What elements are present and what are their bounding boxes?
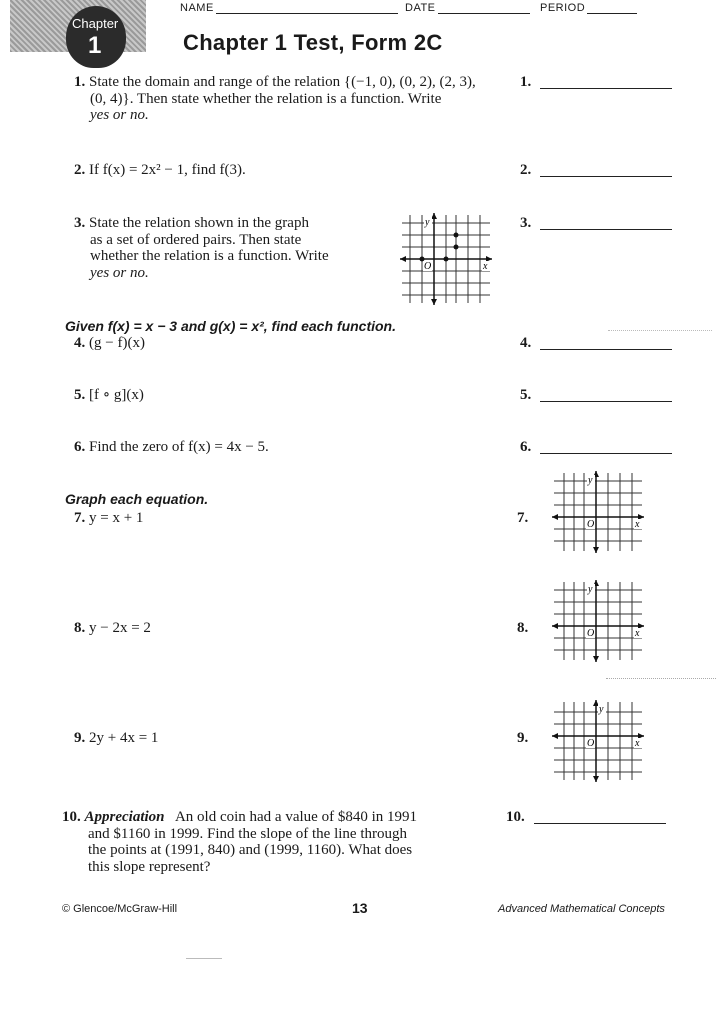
question-5	[74, 387, 144, 404]
origin-label: O	[424, 261, 432, 272]
answer-number: 2.	[520, 162, 532, 178]
question-8	[74, 620, 151, 637]
footer-copyright: © Glencoe/McGraw-Hill	[62, 903, 178, 915]
question-text-line: [f ∘ g](x)	[89, 387, 144, 403]
x-axis-label: x	[635, 738, 640, 749]
question-10	[62, 809, 417, 875]
question-text-line: State the domain and range of the relation {(−1, 0), (0, 2), (2, 3),	[89, 74, 476, 90]
answer-grid-9[interactable]	[550, 700, 646, 782]
origin-label: O	[587, 628, 595, 639]
answer-line-1[interactable]	[540, 88, 672, 89]
question-number: 3.	[74, 215, 86, 231]
scan-artifact	[606, 678, 716, 680]
answer-number: 10.	[506, 809, 525, 825]
question-text-line: this slope represent?	[88, 858, 211, 875]
answer-grid-8[interactable]	[550, 580, 646, 662]
section-graph: Graph each equation.	[65, 491, 209, 507]
question-text-line: If f(x) = 2x² − 1, find f(3).	[89, 162, 246, 178]
x-axis-label: x	[635, 628, 640, 639]
date-label: DATE	[405, 2, 436, 14]
question-text-line: yes or no.	[90, 264, 149, 281]
question-text-line: An old coin had a value of $840 in 1991	[174, 809, 417, 825]
relation-graph	[398, 213, 494, 305]
answer-line-2[interactable]	[540, 176, 672, 177]
question-topic: Appreciation	[84, 809, 165, 825]
page-title: Chapter 1 Test, Form 2C	[183, 30, 443, 55]
question-text-line: State the relation shown in the graph	[89, 215, 309, 231]
answer-number: 4.	[520, 335, 532, 351]
question-text-line: (g − f)(x)	[89, 335, 145, 351]
period-label: PERIOD	[540, 2, 586, 14]
section-given: Given f(x) = x − 3 and g(x) = x², find each function.	[65, 318, 397, 334]
coordinate-grid	[550, 700, 646, 782]
answer-number: 8.	[517, 620, 529, 636]
answer-grid-7[interactable]	[550, 471, 646, 553]
footer-book-title: Advanced Mathematical Concepts	[498, 903, 665, 915]
date-field[interactable]	[405, 2, 530, 14]
question-text-line: (0, 4)}. Then state whether the relation is a function. Write	[90, 90, 442, 107]
question-text-line: yes or no.	[90, 107, 149, 123]
question-text-line: as a set of ordered pairs. Then state	[90, 231, 302, 248]
scan-artifact	[608, 330, 712, 332]
name-label: NAME	[180, 2, 214, 14]
y-axis-label: y	[425, 217, 430, 228]
period-field[interactable]	[540, 2, 637, 14]
answer-number: 3.	[520, 215, 532, 231]
coordinate-grid	[398, 213, 494, 305]
question-number: 6.	[74, 439, 86, 455]
question-7	[74, 510, 143, 527]
question-9	[74, 730, 158, 747]
question-text-line: and $1160 in 1999. Find the slope of the line through	[88, 825, 407, 842]
scan-artifact	[186, 958, 222, 960]
question-number: 5.	[74, 387, 86, 403]
answer-line-6[interactable]	[540, 453, 672, 454]
question-2	[74, 162, 246, 179]
question-number: 10.	[62, 809, 81, 825]
origin-label: O	[587, 519, 595, 530]
page-number: 13	[352, 900, 368, 916]
question-number: 9.	[74, 730, 86, 746]
y-axis-label: y	[588, 475, 593, 486]
question-3	[74, 215, 329, 281]
question-1	[74, 74, 476, 124]
question-text-line: y − 2x = 2	[89, 620, 151, 636]
question-text-line: whether the relation is a function. Write	[90, 248, 329, 264]
name-field[interactable]	[180, 2, 398, 14]
name-line[interactable]	[216, 3, 398, 14]
question-6	[74, 439, 269, 456]
chapter-number: 1	[88, 32, 102, 59]
chapter-word: Chapter	[72, 16, 119, 31]
question-text-line: the points at (1991, 840) and (1999, 1160). What does	[88, 842, 413, 858]
answer-number: 1.	[520, 74, 532, 90]
y-axis-label: y	[599, 704, 604, 715]
question-number: 7.	[74, 510, 86, 526]
question-number: 4.	[74, 335, 86, 351]
date-line[interactable]	[438, 3, 530, 14]
origin-label: O	[587, 738, 595, 749]
x-axis-label: x	[635, 519, 640, 530]
question-text-line: 2y + 4x = 1	[89, 730, 159, 746]
answer-line-4[interactable]	[540, 349, 672, 350]
period-line[interactable]	[587, 3, 637, 14]
question-text-line: Find the zero of f(x) = 4x − 5.	[89, 439, 269, 455]
question-4	[74, 335, 145, 352]
answer-number: 7.	[517, 510, 529, 526]
coordinate-grid	[550, 580, 646, 662]
answer-number: 6.	[520, 439, 532, 455]
x-axis-label: x	[483, 261, 488, 272]
y-axis-label: y	[588, 584, 593, 595]
answer-line-10[interactable]	[534, 823, 666, 824]
answer-line-3[interactable]	[540, 229, 672, 230]
answer-number: 9.	[517, 730, 529, 746]
answer-line-5[interactable]	[540, 401, 672, 402]
question-number: 8.	[74, 620, 86, 636]
answer-number: 5.	[520, 387, 532, 403]
coordinate-grid	[550, 471, 646, 553]
question-number: 1.	[74, 74, 86, 90]
question-text-line: y = x + 1	[89, 510, 144, 526]
question-number: 2.	[74, 162, 86, 178]
